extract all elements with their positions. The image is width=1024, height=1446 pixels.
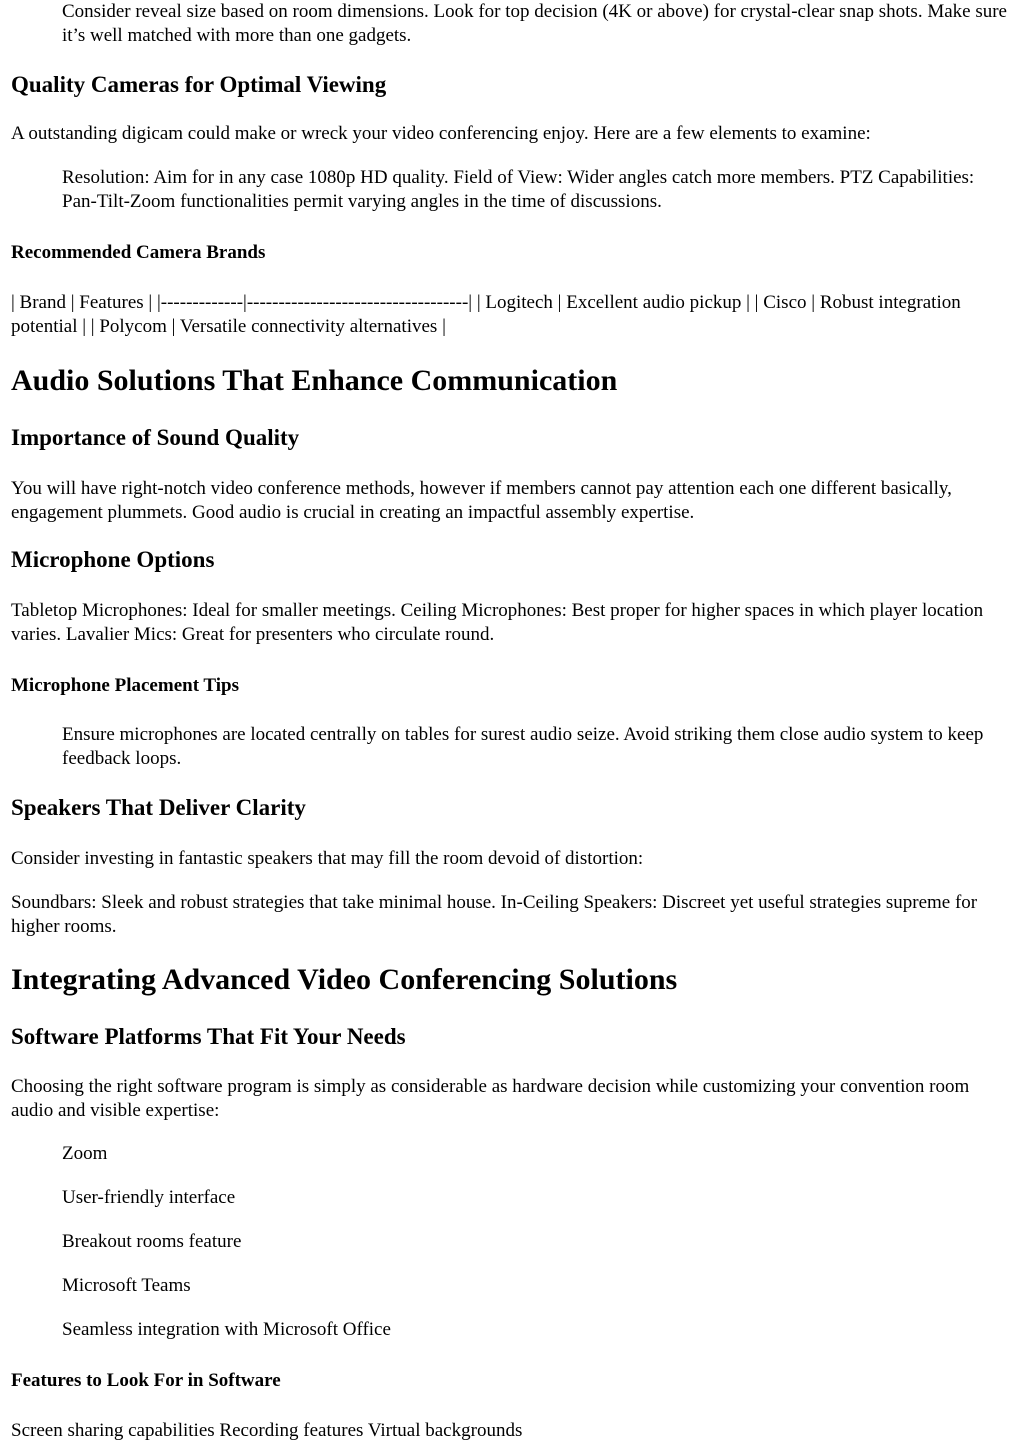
software-features-paragraph: Screen sharing capabilities Recording features Virtual backgrounds — [11, 1420, 523, 1441]
software-item-microsoft-teams: Microsoft Teams — [62, 1275, 191, 1296]
section-heading-cameras: Quality Cameras for Optimal Viewing — [11, 72, 387, 97]
software-item-breakout-rooms: Breakout rooms feature — [62, 1231, 242, 1252]
speakers-intro-paragraph: Consider investing in fantastic speakers that may fill the room devoid of distortion: — [11, 848, 644, 869]
microphone-placement-paragraph: Ensure microphones are located centrally on tables for surest audio seize. Avoid striking them close audio system to keep feedback loops. — [62, 724, 984, 769]
cameras-features-list: Resolution: Aim for in any case 1080p HD quality. Field of View: Wider angles catch more members. PTZ Capabilities: Pan-Tilt-Zoom functionalities permit varying angles in the time of discussions. — [62, 167, 975, 212]
section-heading-integrating-solutions: Integrating Advanced Video Conferencing Solutions — [11, 963, 678, 996]
section-heading-camera-brands: Recommended Camera Brands — [11, 242, 266, 263]
microphone-options-paragraph: Tabletop Microphones: Ideal for smaller meetings. Ceiling Microphones: Best proper for higher spaces in which player location varies. Lavalier Mics: Great for presenters who circulate round. — [11, 600, 984, 645]
speakers-paragraph: Soundbars: Sleek and robust strategies that take minimal house. In-Ceiling Speakers: Discreet yet useful strategies supreme for higher rooms. — [11, 892, 978, 937]
cameras-intro-paragraph: A outstanding digicam could make or wreck your video conferencing enjoy. Here are a few elements to examine: — [11, 123, 871, 144]
section-heading-speakers: Speakers That Deliver Clarity — [11, 795, 306, 820]
display-size-paragraph: Consider reveal size based on room dimensions. Look for top decision (4K or above) for crystal-clear snap shots. Make sure it’s well matched with more than one gadgets. — [62, 1, 1007, 46]
software-item-zoom: Zoom — [62, 1143, 108, 1164]
software-item-user-friendly: User-friendly interface — [62, 1187, 236, 1208]
section-heading-software-features: Features to Look For in Software — [11, 1370, 281, 1391]
software-item-office-integration: Seamless integration with Microsoft Office — [62, 1319, 391, 1340]
section-heading-audio-solutions: Audio Solutions That Enhance Communication — [11, 364, 618, 397]
section-heading-microphone-options: Microphone Options — [11, 547, 215, 572]
section-heading-software-platforms: Software Platforms That Fit Your Needs — [11, 1024, 406, 1049]
software-intro-paragraph: Choosing the right software program is simply as considerable as hardware decision while customizing your convention room audio and visible expertise: — [11, 1076, 970, 1121]
section-heading-microphone-placement: Microphone Placement Tips — [11, 675, 239, 696]
camera-brands-table-text: | Brand | Features | |-------------|-----------------------------------| | Logitech | Excellent audio pickup | | Cisco | Robust integration potential | | Polycom | Versatile connectivity alternatives | — [11, 292, 961, 337]
section-heading-sound-quality: Importance of Sound Quality — [11, 425, 300, 450]
sound-quality-paragraph: You will have right-notch video conference methods, however if members cannot pay attention each one different basically, engagement plummets. Good audio is crucial in creating an impactful assembly expertise. — [11, 478, 952, 523]
